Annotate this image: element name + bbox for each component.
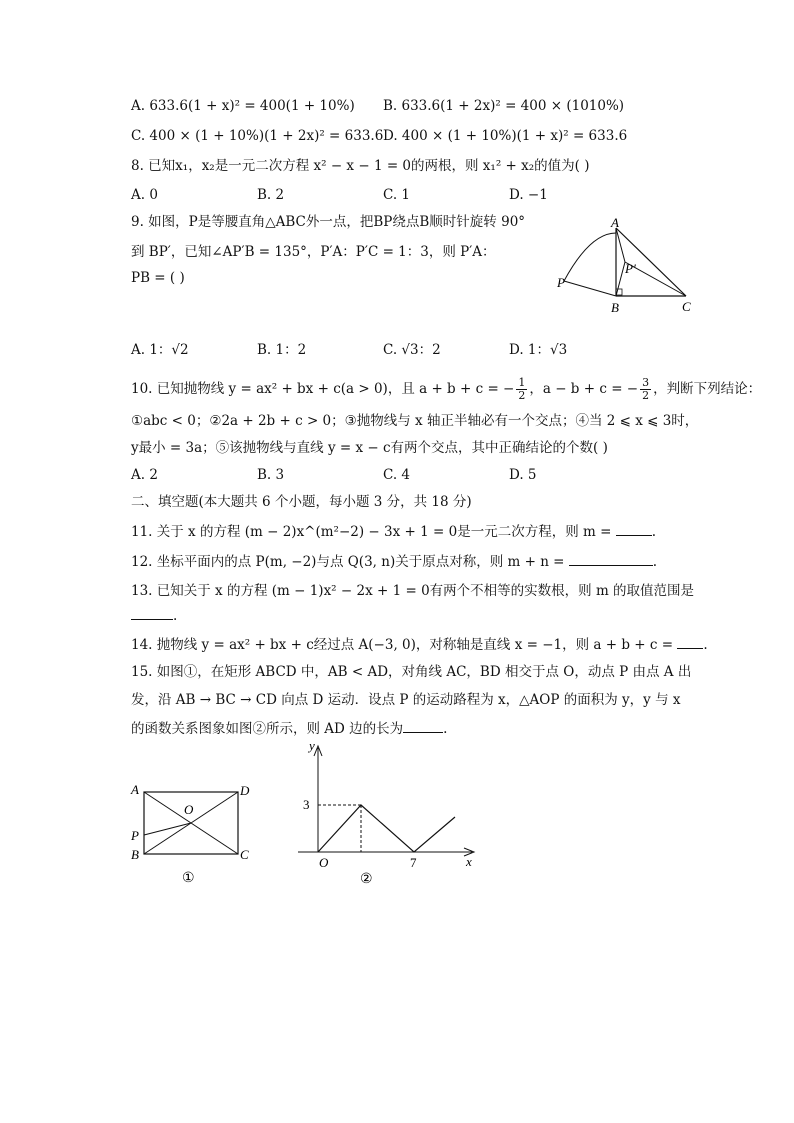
q15-figure-2 bbox=[290, 738, 486, 888]
fig2-caption: ② bbox=[360, 872, 373, 887]
q9-option-b: B. 1：2 bbox=[257, 342, 307, 358]
q10-option-b: B. 3 bbox=[257, 467, 285, 483]
q15-line-3-text: 的函数关系图象如图②所示，则 AD 边的长为 bbox=[131, 721, 404, 737]
q9-line-2: 到 BP′，已知∠AP′B = 135°，P′A：P′C = 1：3，则 P′A： bbox=[131, 244, 496, 260]
q7-option-b: B. 633.6(1 + 2x)² = 400 × (1010%) bbox=[383, 98, 625, 114]
fig2-axis-y: y bbox=[309, 738, 315, 753]
q9-line-1: 9. 如图，P是等腰直角△ABC外一点，把BP绕点B顺时针旋转 90° bbox=[131, 214, 526, 230]
fig1-label-b: B bbox=[131, 847, 139, 862]
q9-label-c: C bbox=[682, 299, 691, 314]
fig1-label-d: D bbox=[240, 783, 250, 798]
q13-blank-line: . bbox=[131, 605, 177, 626]
q9-label-p-prime: P′ bbox=[625, 261, 636, 276]
q15-answer-blank[interactable] bbox=[403, 718, 443, 733]
q7-option-d: D. 400 × (1 + 10%)(1 + x)² = 633.6 bbox=[383, 128, 628, 144]
q11-text: 11. 关于 x 的方程 (m − 2)x^(m²−2) − 3x + 1 = 0是一元二次方程，则 m = bbox=[131, 524, 612, 540]
q9-arc bbox=[564, 233, 616, 281]
q10-line-1c: ，判断下列结论： bbox=[653, 381, 762, 397]
q10-frac1-den: 2 bbox=[518, 389, 526, 402]
section-2-heading: 二、填空题(本大题共 6 个小题，每小题 3 分，共 18 分) bbox=[131, 494, 472, 510]
fig1-label-a: A bbox=[131, 782, 139, 797]
q13-answer-blank[interactable] bbox=[131, 605, 173, 620]
q9-label-a: A bbox=[611, 215, 619, 230]
q8-stem: 8. 已知x₁，x₂是一元二次方程 x² − x − 1 = 0的两根，则 x₁² + x₂的值为( ) bbox=[131, 158, 590, 174]
q10-fraction-2 bbox=[640, 377, 651, 402]
fig2-tick-7: 7 bbox=[410, 855, 417, 870]
q15-line-3: 的函数关系图象如图②所示，则 AD 边的长为 . bbox=[131, 718, 447, 739]
q10-line-1b: ，a − b + c = − bbox=[529, 381, 639, 397]
q10-option-d: D. 5 bbox=[509, 467, 537, 483]
fig1-label-p: P bbox=[131, 828, 139, 843]
q9-label-b: B bbox=[611, 300, 619, 315]
fig1-label-c: C bbox=[240, 847, 249, 862]
q10-option-a: A. 2 bbox=[131, 467, 158, 483]
q7-option-c: C. 400 × (1 + 10%)(1 + 2x)² = 633.6 bbox=[131, 128, 384, 144]
q9-label-p: P bbox=[557, 275, 565, 290]
q9-line-3: PB = ( ) bbox=[131, 270, 185, 286]
q8-option-b: B. 2 bbox=[257, 187, 285, 203]
q10-line-1 bbox=[131, 374, 761, 404]
fig2-axis-x: x bbox=[466, 854, 472, 869]
q10-fraction-1 bbox=[516, 377, 527, 402]
q10-option-c: C. 4 bbox=[383, 467, 411, 483]
q14-text: 14. 抛物线 y = ax² + bx + c经过点 A(−3, 0)，对称轴是直线 x = −1，则 a + b + c = bbox=[131, 637, 674, 653]
q11-answer-blank[interactable] bbox=[616, 521, 652, 536]
q15-figure-1 bbox=[128, 780, 256, 888]
q13-line: 13. 已知关于 x 的方程 (m − 1)x² − 2x + 1 = 0有两个不相等的实数根，则 m 的取值范围是 bbox=[131, 583, 695, 599]
q9-option-d: D. 1：√3 bbox=[509, 342, 568, 358]
fig2-function-graph bbox=[318, 805, 455, 852]
q8-option-c: C. 1 bbox=[383, 187, 411, 203]
q14-line: 14. 抛物线 y = ax² + bx + c经过点 A(−3, 0)，对称轴是直线 x = −1，则 a + b + c = . bbox=[131, 634, 708, 655]
fig1-caption: ① bbox=[182, 871, 195, 886]
fig2-origin: O bbox=[319, 855, 329, 870]
q14-answer-blank[interactable] bbox=[677, 634, 703, 649]
q10-line-2: ①abc < 0；②2a + 2b + c > 0；③抛物线与 x 轴正半轴必有一个交点；④当 2 ⩽ x ⩽ 3时， bbox=[131, 413, 699, 429]
q10-frac2-num: 3 bbox=[642, 376, 650, 389]
q10-frac1-num: 1 bbox=[518, 376, 526, 389]
q15-line-1: 15. 如图①，在矩形 ABCD 中，AB < AD，对角线 AC，BD 相交于点 O，动点 P 由点 A 出 bbox=[131, 664, 692, 680]
q9-option-a: A. 1：√2 bbox=[131, 342, 189, 358]
q10-frac2-den: 2 bbox=[642, 389, 650, 402]
q8-option-a: A. 0 bbox=[131, 187, 158, 203]
q8-option-d: D. −1 bbox=[509, 187, 548, 203]
q9-option-c: C. √3：2 bbox=[383, 342, 441, 358]
q7-option-a: A. 633.6(1 + x)² = 400(1 + 10%) bbox=[131, 98, 355, 114]
q12-answer-blank[interactable] bbox=[569, 551, 653, 566]
fig2-tick-3: 3 bbox=[303, 797, 310, 812]
q9-figure bbox=[550, 215, 700, 317]
q10-line-3: y最小 = 3a；⑤该抛物线与直线 y = x − c有两个交点，其中正确结论的个数( ) bbox=[131, 440, 608, 456]
q10-line-1a: 10. 已知抛物线 y = ax² + bx + c(a > 0)，且 a + b + c = − bbox=[131, 381, 515, 397]
q12-text: 12. 坐标平面内的点 P(m, −2)与点 Q(3, n)关于原点对称，则 m + n = bbox=[131, 554, 565, 570]
q15-line-2: 发，沿 AB → BC → CD 向点 D 运动．设点 P 的运动路程为 x，△AOP 的面积为 y，y 与 x bbox=[131, 692, 681, 708]
q12-line: 12. 坐标平面内的点 P(m, −2)与点 Q(3, n)关于原点对称，则 m + n = . bbox=[131, 551, 657, 572]
q11-line: 11. 关于 x 的方程 (m − 2)x^(m²−2) − 3x + 1 = 0是一元二次方程，则 m = . bbox=[131, 521, 656, 542]
fig1-label-o: O bbox=[184, 802, 194, 817]
